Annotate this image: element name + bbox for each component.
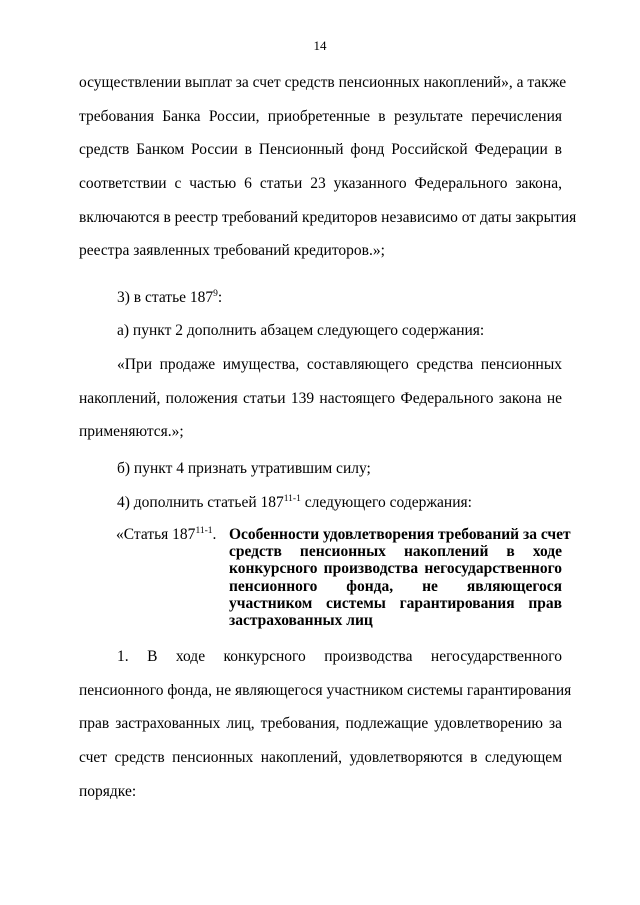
- article-label-sup: 11-1: [195, 526, 213, 536]
- item-3-text: 3) в статье 187: [117, 289, 214, 306]
- text-line: «При продаже имущества, составляющего средства пенсионных: [117, 356, 562, 373]
- article-title-line: участником системы гарантирования прав: [229, 594, 562, 612]
- text-line: включаются в реестр требований кредиторов независимо от даты закрытия: [79, 208, 577, 226]
- continuation-paragraph: [79, 66, 577, 268]
- text-line: реестра заявленных требований кредиторов.»;: [79, 242, 385, 260]
- article-title-line: пенсионного фонда, не являющегося: [229, 577, 562, 595]
- quoted-paragraph: [79, 348, 562, 449]
- item-4-line: [79, 486, 562, 520]
- item-4-suffix: следующего содержания:: [300, 494, 472, 511]
- item-4-text: 4) дополнить статьей 187: [117, 494, 284, 511]
- paragraph-first-line: [79, 640, 562, 674]
- item-3: [79, 281, 562, 315]
- item-4: [79, 486, 562, 520]
- text-line: применяются.»;: [79, 423, 184, 441]
- text-line: соответствии с частью 6 статьи 23 указанного Федерального закона,: [79, 175, 562, 193]
- word: производства: [324, 648, 413, 665]
- item-3-sup: 9: [213, 289, 218, 299]
- text-line: осуществлении выплат за счет средств пенсионных накоплений», а также: [79, 74, 567, 91]
- item-3a-line: а) пункт 2 дополнить абзацем следующего содержания:: [117, 322, 485, 339]
- item-4-sup: 11-1: [283, 494, 301, 504]
- word: негосударственного: [430, 648, 562, 665]
- word: 1.: [117, 648, 129, 665]
- article-title: [229, 526, 571, 629]
- text-line: счет средств пенсионных накоплений, удовлетворяются в следующем: [79, 749, 562, 767]
- item-3b: [79, 452, 562, 486]
- text-line: требования Банка России, приобретенные в результате перечисления: [79, 107, 562, 125]
- article-title-line: конкурсного производства негосударственного: [229, 560, 562, 578]
- item-3a: [79, 314, 562, 348]
- word: В: [147, 648, 158, 665]
- text-line: прав застрахованных лиц, требования, подлежащие удовлетворению за: [79, 715, 562, 733]
- item-3-line: [79, 281, 562, 315]
- text-line: средств Банком России в Пенсионный фонд Российской Федерации в: [79, 141, 562, 159]
- text-line: пенсионного фонда, не являющегося участником системы гарантирования: [79, 681, 572, 699]
- page-number: 14: [313, 38, 327, 53]
- text-line: порядке:: [79, 782, 137, 800]
- word: конкурсного: [223, 648, 306, 665]
- text-line: накоплений, положения статьи 139 настоящего Федерального закона не: [79, 389, 562, 407]
- article-title-line: средств пенсионных накоплений в ходе: [229, 543, 562, 561]
- article-label: [116, 526, 216, 543]
- article-label-text: «Статья 187: [116, 526, 196, 543]
- word: ходе: [175, 648, 206, 665]
- item-3-suffix: :: [217, 289, 223, 306]
- item-3b-line: б) пункт 4 признать утратившим силу;: [117, 460, 371, 477]
- article-label-suffix: .: [212, 526, 217, 543]
- article-title-line: Особенности удовлетворения требований за счет: [229, 526, 571, 543]
- article-paragraph-1: [79, 640, 572, 808]
- article-title-line: застрахованных лиц: [229, 611, 373, 629]
